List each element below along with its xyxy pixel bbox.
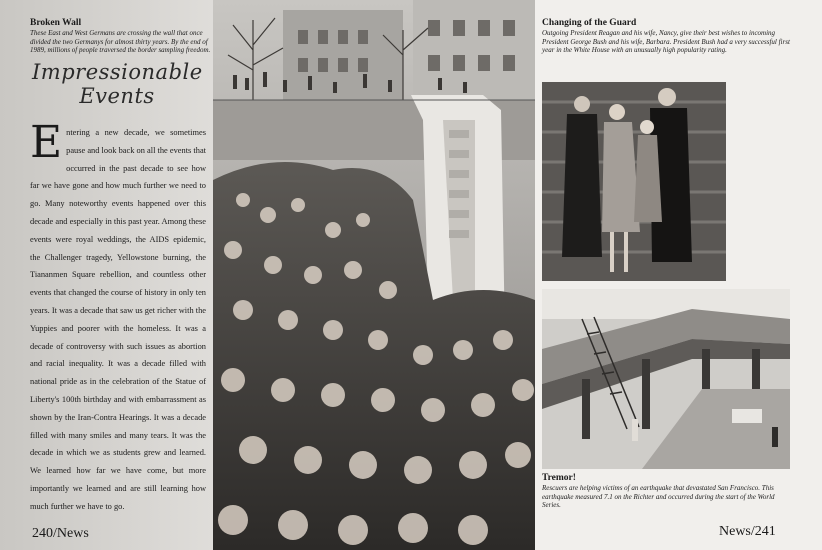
tremor-caption	[542, 473, 792, 510]
caption-title: Changing of the Guard	[542, 18, 637, 28]
headline-line-1: Impressionable	[32, 60, 203, 84]
caption-title: Broken Wall	[30, 18, 82, 28]
berlin-wall-crowd-photo	[213, 0, 535, 550]
broken-wall-caption	[30, 18, 214, 55]
caption-text: Rescuers are helping victims of an earthquake that devastated San Francisco. This earthquake measured 7.1 on the Richter and occurred during the start of the World Series.	[542, 484, 775, 510]
earthquake-photo	[542, 289, 790, 469]
article-body	[30, 117, 206, 516]
headline-line-2: Events	[79, 84, 155, 108]
page-number-right: News/241	[719, 524, 776, 539]
page-number-left: 240/News	[32, 526, 89, 541]
article-text: ntering a new decade, we sometimes pause and look back on all the events that occurred in the past decade to see how far we have gone and how much further we need to go. Many noteworthy events happened over this decade and especially in this past year. Among these events were royal weddings, the AIDS epidemic, the Challenger tragedy, Yellowstone burning, the Tiananmen Square rebellion, and countless other events that changed the course of history in only ten years. It was a decade that saw us get richer with the Yuppies and poorer with the homeless. It was a decade of controversy with such issues as abortion and racial inequality. It was a decade filled with national pride as in the celebration of the Statue of Liberty's 100th birthday and with embarrassment as shown by the Iran-Contra Hearings. It was a decade filled with many smiles and many tears. It was the decade in which we as students grew and learned. We learned how far we have come, but more importantly we learned and are still learning how much further we have to go.	[30, 128, 206, 511]
caption-title: Tremor!	[542, 473, 576, 483]
drop-cap: E	[30, 117, 63, 168]
caption-text: These East and West Germans are crossing the wall that once divided the two Germanys for almost thirty years. By the end of 1989, millions of people traversed the border sampling freedom.	[30, 29, 211, 55]
presidents-photo	[542, 82, 726, 281]
caption-text: Outgoing President Reagan and his wife, Nancy, give their best wishes to incoming President George Bush and his wife, Barbara. President Bush had a very successful first year in the White House with an unusually high popularity rating.	[542, 29, 790, 55]
page-headline	[32, 60, 202, 108]
changing-guard-caption	[542, 18, 790, 55]
